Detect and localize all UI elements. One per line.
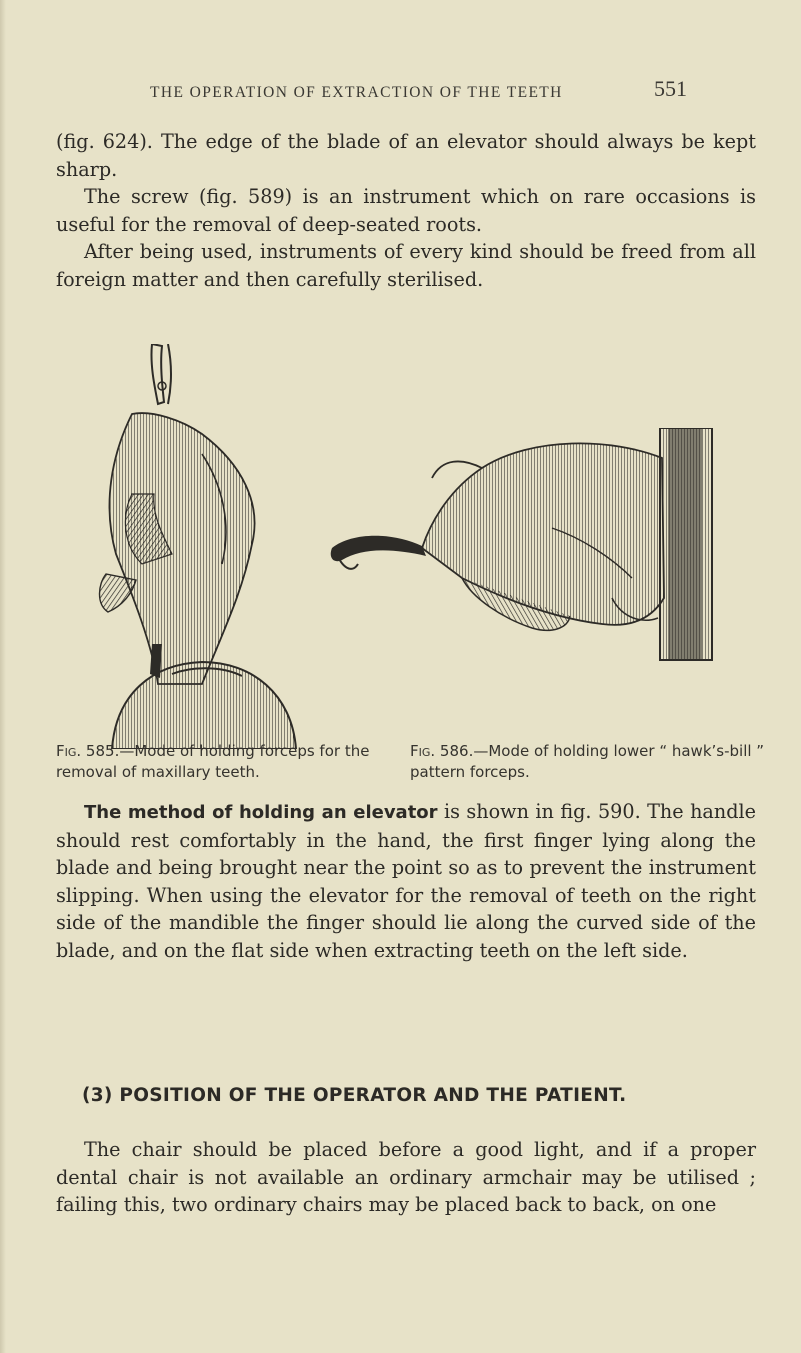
paragraph-sterilise: After being used, instruments of every kind should be freed from all foreign matter and then carefully sterilised. xyxy=(56,240,756,291)
top-paragraphs xyxy=(56,128,756,294)
figure-585-illustration xyxy=(92,344,312,749)
chair-paragraph: The chair should be placed before a good light, and if a proper dental chair is not available an ordinary armchair may be utilised ; failing this, two ordinary chairs may be placed back to back, on one xyxy=(56,1138,756,1217)
page-number: 551 xyxy=(654,76,687,101)
page-edge xyxy=(0,0,6,1353)
paragraph-screw: The screw (fig. 589) is an instrument which on rare occasions is useful for the removal of deep-seated roots. xyxy=(56,185,756,236)
section-heading: (3) POSITION OF THE OPERATOR AND THE PATIENT. xyxy=(82,1085,627,1106)
figure-586-illustration xyxy=(312,428,724,668)
section-paragraph xyxy=(56,1136,756,1219)
method-text: is shown in fig. 590. The handle should rest comfortably in the hand, the first finger lying along the blade and being brought near the point so as to prevent the instrument slipping. When using the elevator for the removal of teeth on the right side of the mandible the finger should lie along the curved side of the blade, and on the flat side when extracting teeth on the left side. xyxy=(56,800,757,962)
paragraph-elevator-edge: (fig. 624). The edge of the blade of an elevator should always be kept sharp. xyxy=(56,130,756,181)
figure-585-label: Fig. 585. xyxy=(56,742,120,760)
method-lead-in: The method of holding an elevator xyxy=(84,802,438,823)
method-paragraph xyxy=(56,798,756,965)
figure-586-label: Fig. 586. xyxy=(410,742,474,760)
running-head: THE OPERATION OF EXTRACTION OF THE TEETH xyxy=(150,84,563,101)
figure-585-caption xyxy=(56,741,376,783)
figure-586-caption-text: —Mode of holding lower “ hawk’s-bill ” pattern forceps. xyxy=(410,742,765,781)
figure-585-caption-text: —Mode of holding forceps for the removal of maxillary teeth. xyxy=(56,742,370,781)
figure-586-caption xyxy=(410,741,770,783)
